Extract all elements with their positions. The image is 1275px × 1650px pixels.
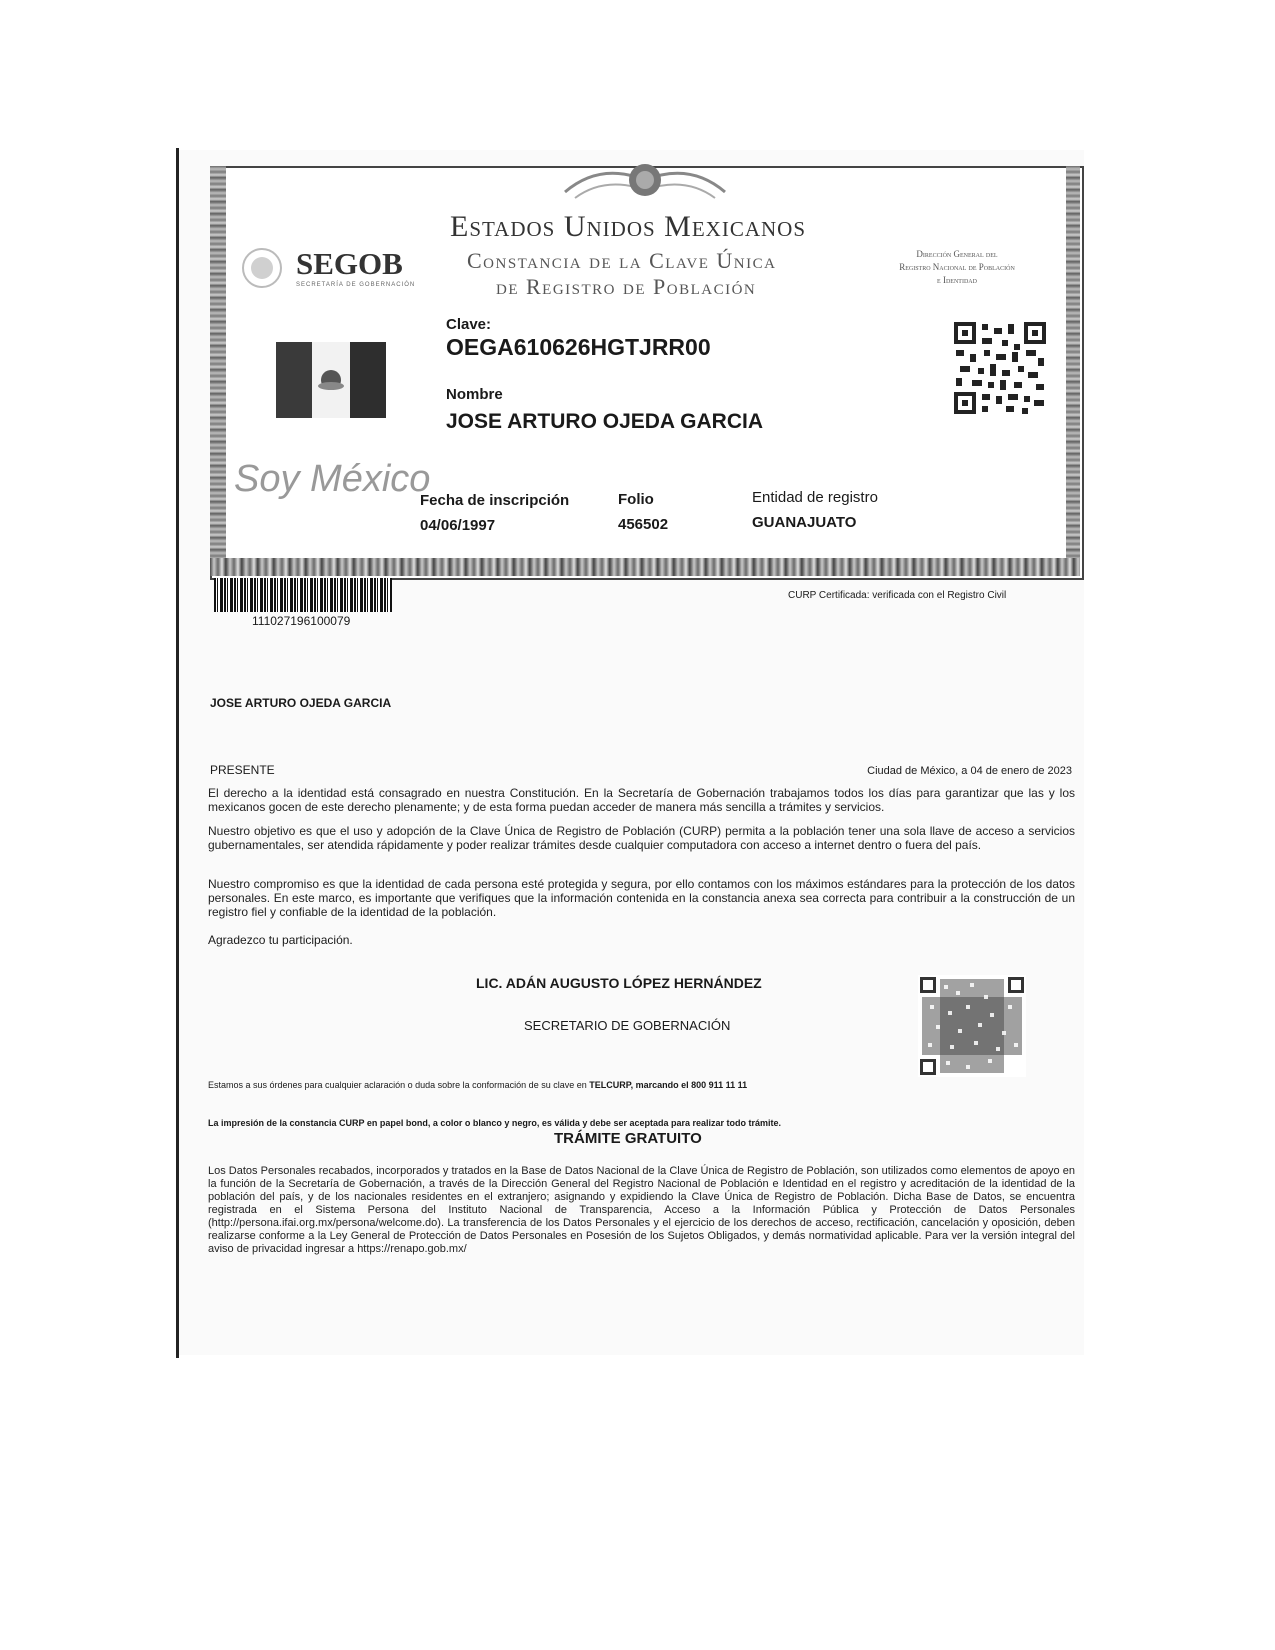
barcode	[214, 578, 392, 612]
renapo-directorate	[862, 248, 1052, 287]
qr-code-signature	[918, 975, 1026, 1077]
folio-label: Folio	[618, 491, 654, 508]
signer-title: SECRETARIO DE GOBERNACIÓN	[524, 1018, 731, 1033]
recipient-name: JOSE ARTURO OJEDA GARCIA	[210, 696, 392, 710]
entidad-registro-label: Entidad de registro	[752, 489, 878, 506]
document-title-line2: de Registro de Población	[496, 274, 757, 299]
signer-name: LIC. ADÁN AUGUSTO LÓPEZ HERNÁNDEZ	[476, 975, 762, 991]
mexico-flag-icon	[276, 342, 386, 418]
tramite-gratuito: TRÁMITE GRATUITO	[554, 1130, 702, 1147]
segob-subtitle: SECRETARÍA DE GOBERNACIÓN	[296, 282, 416, 288]
segob-seal-icon	[240, 246, 284, 290]
fecha-inscripcion-value: 04/06/1997	[420, 517, 496, 534]
entidad-registro-value: GUANAJUATO	[752, 514, 857, 531]
telcurp-text: Estamos a sus órdenes para cualquier aclaración o duda sobre la conformación de su clave en	[208, 1080, 587, 1090]
card-border-bottom	[210, 558, 1080, 576]
thanks-line: Agradezco tu participación.	[208, 933, 353, 947]
coat-of-arms-emblem	[560, 162, 730, 204]
place-date: Ciudad de México, a 04 de enero de 2023	[867, 765, 1072, 777]
card-border-left	[210, 166, 226, 576]
dg-line2: Registro Nacional de Población	[899, 262, 1015, 272]
fecha-inscripcion-label: Fecha de inscripción	[420, 492, 570, 509]
dg-line1: Dirección General del	[916, 249, 998, 259]
document-title-line1: Constancia de la Clave Única	[467, 248, 777, 273]
soy-mexico-slogan: Soy México	[234, 458, 431, 500]
folio-value: 456502	[618, 516, 669, 533]
telcurp-phone: TELCURP, marcando el 800 911 11 11	[589, 1080, 748, 1090]
telcurp-line	[208, 1080, 747, 1090]
curp-certified-note: CURP Certificada: verificada con el Registro Civil	[788, 590, 1007, 601]
scan-edge	[176, 148, 179, 1358]
letter-paragraph-1: El derecho a la identidad está consagrado en nuestra Constitución. En la Secretaría de Gobernación trabajamos todos los días para garantizar que las y los mexicanos gocen de este derecho plenamente; y de esta forma puedan acceder de manera más sencilla a trámites y servicios.	[208, 786, 1075, 814]
barcode-number: 111027196100079	[252, 614, 351, 628]
country-title: Estados Unidos Mexicanos	[450, 210, 807, 243]
print-validity-note: La impresión de la constancia CURP en papel bond, a color o blanco y negro, es válida y debe ser aceptada para realizar todo trámite.	[208, 1118, 782, 1128]
qr-code-card	[952, 320, 1048, 416]
clave-value: OEGA610626HGTJRR00	[446, 334, 711, 360]
privacy-notice: Los Datos Personales recabados, incorporados y tratados en la Base de Datos Nacional de la Clave Única de Registro de Población, son utilizados como elementos de apoyo en la función de la Secretaría de Gobernación, a través de la Dirección General del Registro Nacional de Población e Identidad en el registro y acreditación de la identidad de la población del país, y de los nacionales residentes en el extranjero; asignando y expidiendo la Clave Única de Registro de Población. Dicha Base de Datos, se encuentra registrada en el Sistema Persona del Instituto Nacional de Transparencia, Acceso a la Información Pública y Protección de Datos Personales (http://persona.ifai.org.mx/persona/welcome.do). La transferencia de los Datos Personales y el ejercicio de los derechos de acceso, rectificación, cancelación y oposición, deben realizarse conforme a la Ley General de Protección de Datos Personales en Posesión de los Sujetos Obligados, y demás normatividad aplicable. Para ver la versión integral del aviso de privacidad ingresar a https://renapo.gob.mx/	[208, 1165, 1075, 1255]
letter-paragraph-2: Nuestro objetivo es que el uso y adopción de la Clave Única de Registro de Población (CURP) permita a la población tener una sola llave de acceso a servicios gubernamentales, ser atendida rápidamente y poder realizar trámites desde cualquier computadora con acceso a internet dentro o fuera del país.	[208, 824, 1075, 852]
nombre-label: Nombre	[446, 386, 503, 403]
dg-line3: e Identidad	[937, 275, 977, 285]
clave-label: Clave:	[446, 316, 492, 333]
letter-paragraph-3: Nuestro compromiso es que la identidad de cada persona esté protegida y segura, por ello contamos con los máximos estándares para la protección de los datos personales. En este marco, es importante que verifiques que la información contenida en la constancia anexa sea correcta para contribuir a la construcción de un registro fiel y confiable de la identidad de la población.	[208, 877, 1075, 919]
card-border-right	[1066, 166, 1080, 576]
presente-label: PRESENTE	[210, 763, 275, 777]
nombre-value: JOSE ARTURO OJEDA GARCIA	[446, 410, 763, 433]
segob-logo-text: SEGOB	[296, 246, 403, 281]
